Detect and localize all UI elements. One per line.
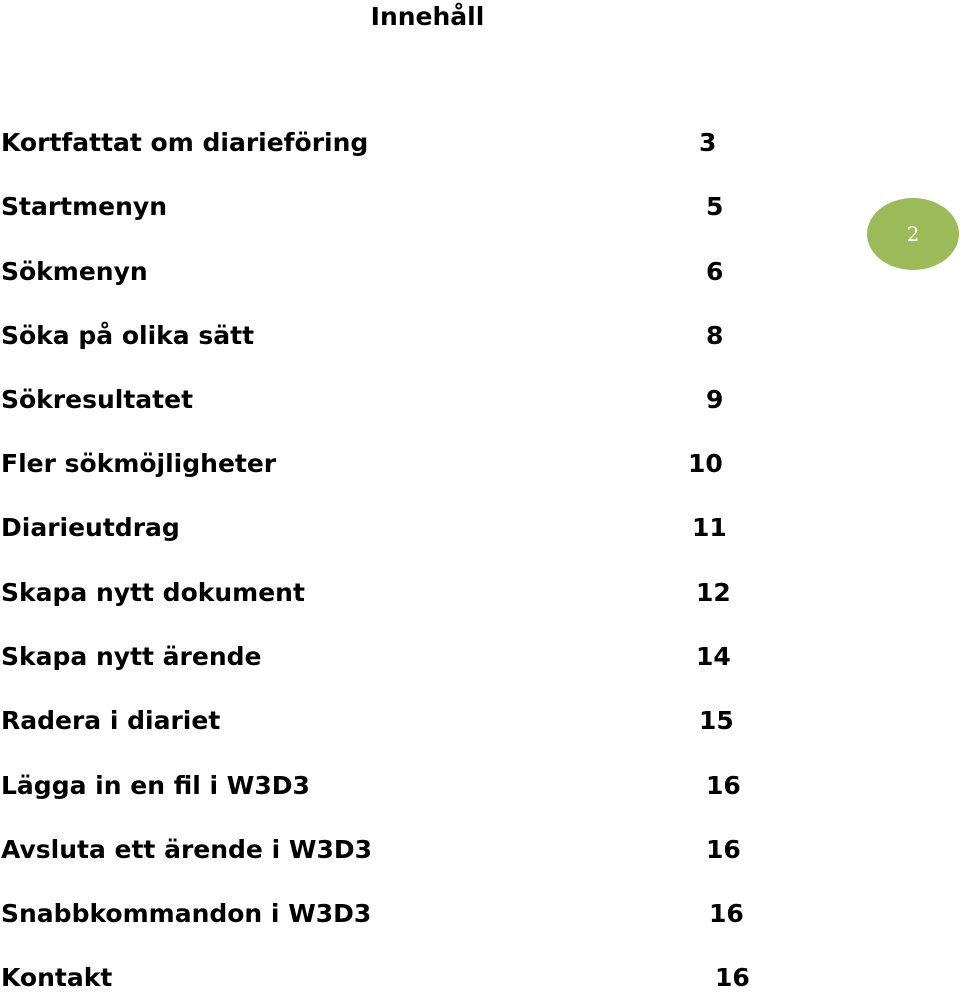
toc-entry[interactable]: [0, 575, 780, 611]
toc-entry-label: Kontakt: [1, 963, 113, 992]
toc-entry-page: 6: [706, 257, 724, 286]
toc-entry[interactable]: [0, 254, 780, 290]
toc-entry[interactable]: [0, 318, 780, 354]
toc-entry-label: Söka på olika sätt: [1, 321, 255, 350]
toc-entry-label: Fler sökmöjligheter: [1, 449, 277, 478]
toc-entry-page: 11: [692, 513, 727, 542]
page-number-badge: 2: [867, 198, 959, 270]
toc-entry[interactable]: [0, 446, 780, 482]
toc-entry[interactable]: [0, 510, 780, 546]
toc-entry[interactable]: [0, 832, 780, 868]
toc-entry-page: 16: [715, 963, 750, 992]
toc-entry[interactable]: [0, 382, 780, 418]
toc-entry-page: 16: [706, 835, 741, 864]
toc-entry-page: 10: [688, 449, 723, 478]
toc-entry-page: 9: [706, 385, 724, 414]
document-title: Innehåll: [370, 2, 485, 31]
toc-entry-page: 8: [706, 321, 724, 350]
toc-entry[interactable]: [0, 125, 780, 161]
toc-entry-page: 15: [699, 706, 734, 735]
toc-entry-page: 12: [696, 578, 731, 607]
toc-entry-label: Avsluta ett ärende i W3D3: [1, 835, 372, 864]
toc-entry[interactable]: [0, 896, 780, 932]
toc-entry-label: Kortfattat om diarieföring: [1, 128, 369, 157]
toc-entry[interactable]: [0, 639, 780, 675]
toc-entry-label: Sökmenyn: [1, 257, 148, 286]
toc-entry-label: Skapa nytt dokument: [1, 578, 305, 607]
toc-entry-page: 3: [699, 128, 717, 157]
toc-entry-label: Diarieutdrag: [1, 513, 180, 542]
toc-entry-label: Snabbkommandon i W3D3: [1, 899, 372, 928]
toc-entry-page: 16: [706, 771, 741, 800]
toc-entry-label: Sökresultatet: [1, 385, 194, 414]
toc-entry-page: 16: [709, 899, 744, 928]
toc-entry[interactable]: [0, 189, 780, 225]
toc-entry[interactable]: [0, 703, 780, 739]
toc-entry-label: Skapa nytt ärende: [1, 642, 262, 671]
toc-entry-label: Lägga in en fil i W3D3: [1, 771, 310, 800]
toc-entry[interactable]: [0, 960, 780, 996]
toc-entry-label: Radera i diariet: [1, 706, 221, 735]
toc-entry-label: Startmenyn: [1, 192, 168, 221]
toc-entry[interactable]: [0, 768, 780, 804]
toc-entry-page: 14: [696, 642, 731, 671]
toc-entry-page: 5: [706, 192, 724, 221]
